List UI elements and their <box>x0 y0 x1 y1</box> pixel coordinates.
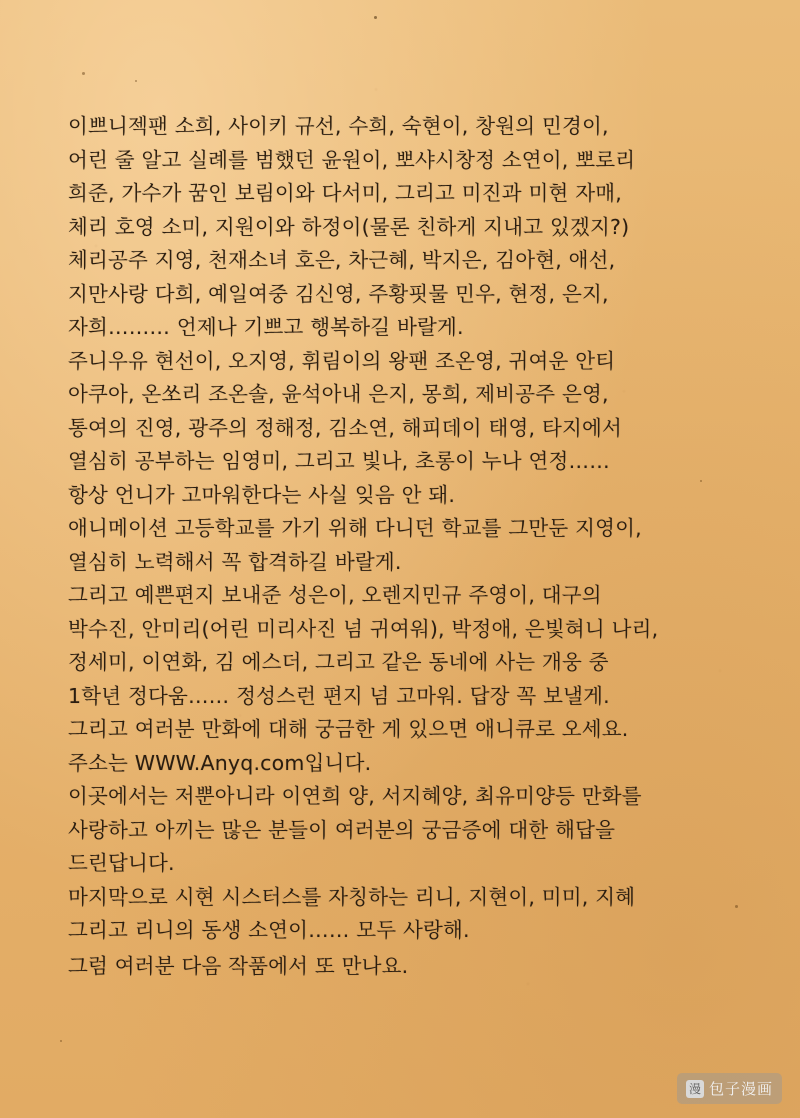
afterword-line: 열심히 공부하는 임영미, 그리고 빛나, 초롱이 누나 연정…… <box>68 449 610 473</box>
afterword-line: 사랑하고 아끼는 많은 분들이 여러분의 궁금증에 대한 해답을 <box>68 817 616 842</box>
paper-speck <box>82 72 85 75</box>
afterword-line-closing: 그럼 여러분 다음 작품에서 또 만나요. <box>68 953 409 978</box>
afterword-line-website: 주소는 WWW.Anyq.com입니다. <box>68 750 372 775</box>
afterword-line: 체리 호영 소미, 지원이와 하정이(물론 친하게 지내고 있겠지?) <box>68 214 630 239</box>
afterword-line: 드린답니다. <box>68 851 175 875</box>
afterword-line: 이곳에서는 저뿐아니라 이연희 양, 서지혜양, 최유미양등 만화를 <box>68 784 642 808</box>
watermark <box>677 1073 782 1104</box>
afterword-line: 그리고 예쁜편지 보내준 성은이, 오렌지민규 주영이, 대구의 <box>68 583 602 607</box>
afterword-line: 체리공주 지영, 천재소녀 호은, 차근혜, 박지은, 김아현, 애선, <box>68 248 616 272</box>
afterword-line: 그리고 여러분 만화에 대해 궁금한 게 있으면 애니큐로 오세요. <box>68 717 629 741</box>
afterword-line: 그리고 리니의 동생 소연이…… 모두 사랑해. <box>68 918 470 942</box>
paper-speck-top <box>374 16 377 19</box>
watermark-label: 包子漫画 <box>708 1080 773 1098</box>
afterword-line: 항상 언니가 고마워한다는 사실 잊음 안 돼. <box>68 482 456 507</box>
afterword-line: 정세미, 이연화, 김 에스더, 그리고 같은 동네에 사는 개웅 중 <box>68 650 609 674</box>
afterword-line: 자희……… 언제나 기쁘고 행복하길 바랄게. <box>68 315 464 339</box>
afterword-line: 희준, 가수가 꿈인 보림이와 다서미, 그리고 미진과 미현 자매, <box>68 181 622 205</box>
afterword-line: 통여의 진영, 광주의 정해정, 김소연, 해피데이 태영, 타지에서 <box>68 415 622 440</box>
afterword-line: 박수진, 안미리(어린 미리사진 넘 귀여워), 박정애, 은빛혀니 나리, <box>68 616 659 641</box>
paper-speck <box>135 80 137 82</box>
afterword-line: 주니우유 현선이, 오지영, 휘림이의 왕팬 조온영, 귀여운 안티 <box>68 348 616 373</box>
afterword-line: 아쿠아, 온쏘리 조온솔, 윤석아내 은지, 몽희, 제비공주 은영, <box>68 382 609 406</box>
afterword-line: 애니메이션 고등학교를 가기 위해 다니던 학교를 그만둔 지영이, <box>68 516 642 540</box>
afterword-text-block <box>68 110 740 983</box>
afterword-line: 어린 줄 알고 실례를 범했던 윤원이, 뽀샤시창정 소연이, 뽀로리 <box>68 147 636 172</box>
paper-speck <box>60 1040 62 1042</box>
watermark-logo-icon: 漫 <box>686 1080 704 1098</box>
afterword-line: 1학년 정다움…… 정성스런 편지 넘 고마워. 답장 꼭 보낼게. <box>68 683 610 708</box>
afterword-line: 마지막으로 시현 시스터스를 자칭하는 리니, 지현이, 미미, 지혜 <box>68 884 636 909</box>
afterword-line: 지만사랑 다희, 예일여중 김신영, 주황핏물 민우, 현정, 은지, <box>68 281 609 306</box>
afterword-line: 열심히 노력해서 꼭 합격하길 바랄게. <box>68 549 402 574</box>
afterword-line: 이쁘니젝팬 소희, 사이키 규선, 수희, 숙현이, 창원의 민경이, <box>68 114 609 138</box>
